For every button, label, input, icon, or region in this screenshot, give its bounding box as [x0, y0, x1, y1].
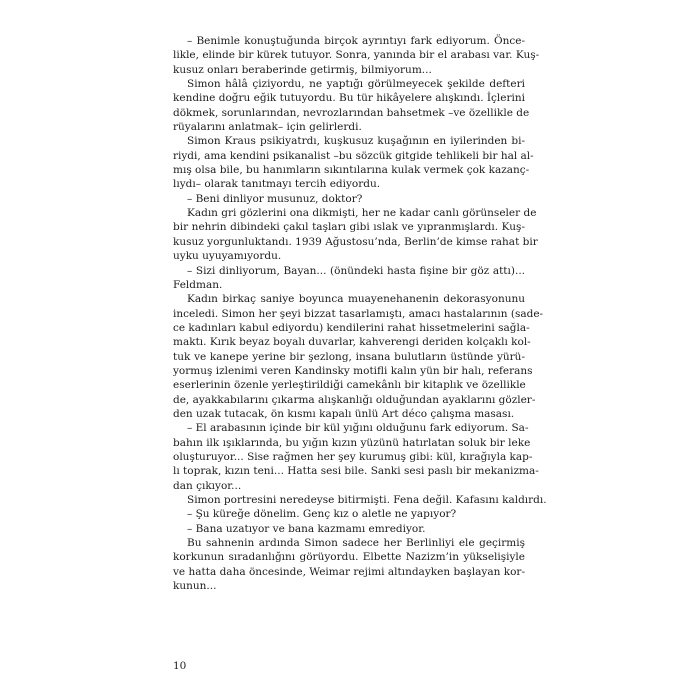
text-line: bahın ilk ışıklarında, bu yığın kızın yüzünü hatırlatan soluk bir leke [173, 436, 531, 449]
text-line: dan çıkıyor... [173, 479, 242, 492]
text-line: eserlerinin özenle yerleştirildiği camekânlı bir kitaplık ve özellikle [173, 379, 526, 392]
text-line: Simon Kraus psikiyatrdı, kuşkusuz kuşağının en iyilerinden bi- [187, 135, 525, 148]
text-line: – Şu küreğe dönelim. Genç kız o aletle ne yapıyor? [187, 508, 457, 521]
body-text [173, 34, 547, 593]
text-line: – Bana uzatıyor ve bana kazmamı emrediyor. [187, 522, 426, 535]
text-line: kusuz yorgunluktandı. 1939 Ağustosu’nda, Berlin’de kimse rahat bir [173, 235, 538, 248]
text-line: lıydı– olarak tanıtmayı tercih ediyordu. [173, 178, 381, 191]
text-line: kusuz onları beraberinde getirmiş, bilmiyorum... [173, 63, 432, 76]
text-line: den uzak tutacak, ön kısmı kapalı ünlü Art déco çalışma masası. [173, 407, 515, 420]
text-line: oluşturuyor... Sise rağmen her şey kurumuş gibi: kül, kırağıyla kap- [173, 450, 533, 463]
text-line: lı toprak, kızın teni... Hatta sesi bile. Sanki sesi paslı bir mekanizma- [173, 465, 539, 478]
text-line: mış olsa bile, bu hanımların sıkıntılarına kulak vermek çok kazanç- [173, 164, 530, 177]
text-line: – El arabasının içinde bir kül yığını olduğunu fark ediyorum. Sa- [187, 422, 529, 435]
text-line: Bu sahnenin ardında Simon sadece her Berlinliyi ele geçirmiş [187, 537, 525, 550]
text-line: ve hatta daha öncesinde, Weimar rejimi altındayken başlayan kor- [173, 565, 525, 578]
text-line: Kadın birkaç saniye boyunca muayenehanenin dekorasyonunu [187, 293, 525, 306]
text-line: – Sizi dinliyorum, Bayan... (önündeki hasta fişine bir göz attı)... [187, 264, 525, 277]
text-line: inceledi. Simon her şeyi bizzat tasarlamıştı, amacı hastalarının (sade- [173, 307, 544, 320]
text-line: maktı. Kırık beyaz boyalı duvarlar, kahverengi deriden kolçaklı kol- [173, 336, 531, 349]
text-line: likle, elinde bir kürek tutuyor. Sonra, yanında bir el arabası var. Kuş- [173, 49, 540, 62]
text-line: tuk ve kanepe yerine bir şezlong, insana bulutların üstünde yürü- [173, 350, 525, 363]
text-line: Simon portresini neredeyse bitirmişti. Fena değil. Kafasını kaldırdı. [187, 494, 547, 506]
text-line: kunun... [173, 580, 217, 593]
text-line: uyku uyuyamıyordu. [173, 250, 282, 263]
text-line: Feldman. [173, 278, 223, 291]
text-line: dökmek, sorunlarından, nevrozlarından bahsetmek –ve özellikle de [173, 106, 530, 119]
text-line: ce kadınları kabul ediyordu) kendilerini rahat hissetmelerini sağla- [173, 321, 530, 334]
text-line: rüyalarını anlatmak– için gelirlerdi. [173, 121, 362, 134]
text-line: yormuş izlenimi veren Kandinsky motifli kalın yün bir halı, referans [173, 364, 533, 377]
text-line: korkunun sıradanlığını görüyordu. Elbette Nazizm’in yükselişiyle [173, 551, 525, 564]
text-line: bir nehrin dibindeki çakıl taşları gibi ıslak ve yıpranmışlardı. Kuş- [173, 221, 525, 234]
text-line: Kadın gri gözlerini ona dikmişti, her ne kadar canlı görünseler de [187, 207, 537, 220]
text-line: – Beni dinliyor musunuz, doktor? [187, 192, 363, 205]
text-line: kendine doğru eğik tutuyordu. Bu tür hikâyelere alışkındı. İçlerini [173, 92, 525, 105]
text-line: Simon hâlâ çiziyordu, ne yaptığı görülmeyecek şekilde defteri [187, 78, 525, 91]
text-line: de, ayakkabılarını çıkarma alışkanlığı olduğundan ayaklarını gözler- [173, 393, 536, 406]
text-line: riydi, ama kendini psikanalist –bu sözcük gitgide tehlikeli bir hal al- [173, 149, 534, 162]
page-number: 10 [173, 660, 187, 672]
text-line: – Benimle konuştuğunda birçok ayrıntıyı fark ediyorum. Önce- [187, 35, 525, 47]
